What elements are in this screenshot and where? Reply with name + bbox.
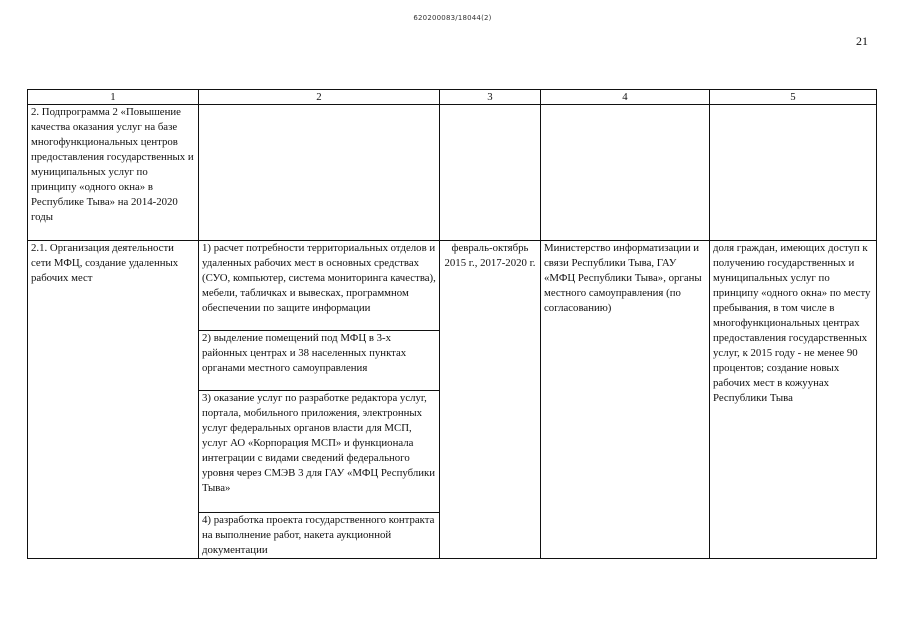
subprogram-empty-cell-4	[541, 105, 710, 241]
activity-task-2: 2) выделение помещений под МФЦ в 3-х районных центрах и 38 населенных пунктах органами местного самоуправления	[199, 331, 440, 391]
activity-title-cell: 2.1. Организация деятельности сети МФЦ, создание удаленных рабочих мест	[28, 241, 199, 559]
subprogram-empty-cell-3	[440, 105, 541, 241]
column-number-row	[28, 90, 877, 105]
subprogram-row	[28, 105, 877, 241]
column-number-3: 3	[440, 90, 541, 105]
subprogram-empty-cell-2	[199, 105, 440, 241]
subprogram-empty-cell-5	[710, 105, 877, 241]
activity-indicator-cell: доля граждан, имеющих доступ к получению государственных и муниципальных услуг по принципу «одного окна» по месту пребывания, в том числе в многофункциональных центрах предоставления государственных услуг, к 2015 году - не менее 90 процентов; создание новых рабочих мест в кожуунах Республики Тыва	[710, 241, 877, 559]
subprogram-title-cell: 2. Подпрограмма 2 «Повышение качества оказания услуг на базе многофункциональных центров предоставления государственных и муниципальных услуг по принципу «одного окна» в Республике Тыва» на 2014-2020 годы	[28, 105, 199, 241]
activity-task-3: 3) оказание услуг по разработке редактора услуг, портала, мобильного приложения, электронных услуг федеральных органов власти для МСП, услуг АО «Корпорация МСП» и функционала интеграции с видами сведений федерального уровня через СМЭВ 3 для ГАУ «МФЦ Республики Тыва»	[199, 391, 440, 513]
column-number-2: 2	[199, 90, 440, 105]
activity-period-cell: февраль-октябрь 2015 г., 2017-2020 г.	[440, 241, 541, 559]
column-number-5: 5	[710, 90, 877, 105]
activity-task-4: 4) разработка проекта государственного контракта на выполнение работ, накета аукционной документации	[199, 513, 440, 559]
activity-row-1	[28, 241, 877, 331]
column-number-4: 4	[541, 90, 710, 105]
program-table	[27, 89, 877, 559]
document-id: 620200083/18044(2)	[413, 14, 492, 22]
activity-executors-cell: Министерство информатизации и связи Республики Тыва, ГАУ «МФЦ Республики Тыва», органы местного самоуправления (по согласованию)	[541, 241, 710, 559]
page-number: 21	[856, 34, 868, 48]
column-number-1: 1	[28, 90, 199, 105]
activity-task-1: 1) расчет потребности территориальных отделов и удаленных рабочих мест в основных средствах (СУО, компьютер, система мониторинга качества), мебели, табличках и вывесках, программном обеспечении по защите информации	[199, 241, 440, 331]
